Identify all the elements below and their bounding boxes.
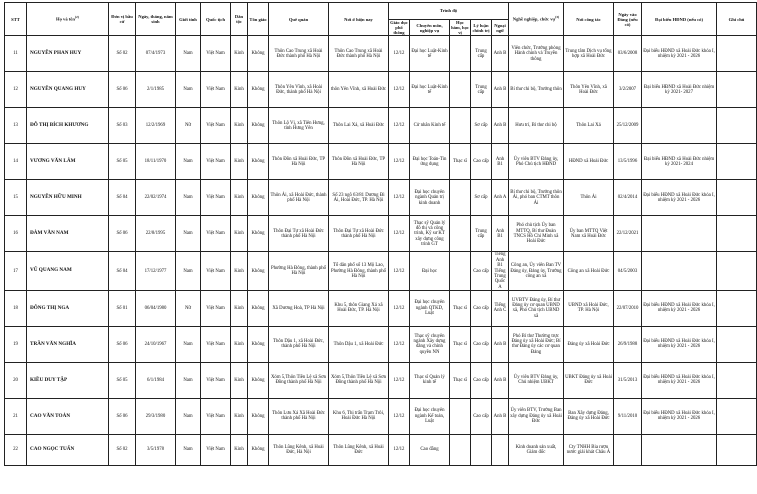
- row-stt: 18: [5, 290, 27, 326]
- header-note: Ghi chú: [717, 3, 757, 36]
- birth-date: 12/2/1969: [136, 108, 176, 144]
- candidate-name: CAO NGỌC TUẤN: [27, 434, 109, 465]
- political-theory: Cao cấp: [471, 398, 492, 434]
- professional-qualification: Đại học chuyên ngành Kế toán, Luật: [410, 398, 450, 434]
- political-theory: Trung cấp: [471, 36, 492, 72]
- header-dob: Ngày, tháng, năm sinh: [136, 3, 176, 36]
- council-membership: Đại biểu HĐND xã Hoài Đức nhiệm kỳ 2021- 2024: [642, 144, 717, 180]
- header-occupation: [509, 3, 564, 36]
- political-theory: [471, 434, 492, 465]
- party-join-date: 9/11/2010: [614, 398, 642, 434]
- birth-date: 07/4/1973: [136, 36, 176, 72]
- occupation-position: Ủy viên BTV Đảng ủy, Chủ nhiệm UBKT: [509, 362, 564, 398]
- birth-date: 22/8/1995: [136, 216, 176, 252]
- header-council: Đại biểu HĐND (nếu có): [642, 3, 717, 36]
- council-membership: Đại biểu HĐND xã Hoài Đức khóa I, nhiệm kỳ 2021 - 2026: [642, 36, 717, 72]
- header-hometown: Quê quán: [269, 3, 329, 36]
- row-stt: 11: [5, 36, 27, 72]
- table-row: [5, 216, 757, 252]
- gender: Nữ: [176, 108, 201, 144]
- hometown: Xã Dương Hoà, TP Hà Nội: [269, 290, 329, 326]
- nationality: Việt Nam: [201, 72, 231, 108]
- workplace: HĐND xã Hoài Đức: [564, 144, 614, 180]
- gender: Nam: [176, 252, 201, 291]
- residence: Xóm 5,Thôn Tiền Lệ xã Sơn Đồng thành phố Hà Nội: [329, 362, 389, 398]
- residence: Thôn Đại Tự xã Hoài Đức thành phố Hà Nội: [329, 216, 389, 252]
- header-name-sup: (2): [74, 15, 79, 20]
- professional-qualification: Đại học Luật-Kinh tế: [410, 72, 450, 108]
- gender: Nam: [176, 362, 201, 398]
- hometown: Thôn Lưu Xá Xã Hoài Đức thành phố Hà Nội: [269, 398, 329, 434]
- workplace: Thôn Yên Vĩnh, xã Hoài Đức: [564, 72, 614, 108]
- candidate-name: VŨ QUANG NAM: [27, 252, 109, 291]
- general-education: 12/12: [389, 216, 410, 252]
- header-professional: Chuyên môn, nghiệp vụ: [410, 20, 450, 36]
- religion: Không: [248, 216, 269, 252]
- birth-date: 17/12/1977: [136, 252, 176, 291]
- row-stt: 19: [5, 326, 27, 362]
- religion: Không: [248, 326, 269, 362]
- row-stt: 13: [5, 108, 27, 144]
- workplace: Đảng ủy xã Hoài Đức: [564, 326, 614, 362]
- header-political: Lý luận chính trị: [471, 20, 492, 36]
- header-religion: Tôn giáo: [248, 3, 269, 36]
- residence: thôn Yên Vĩnh, xã Hoài Đức: [329, 72, 389, 108]
- general-education: 12/12: [389, 398, 410, 434]
- nationality: Việt Nam: [201, 362, 231, 398]
- header-general-edu: Giáo dục phổ thông: [390, 20, 408, 36]
- occupation-position: Phó chủ tịch Ủy ban MTTQ, Bí thư Đoàn TNCS Hồ Chí Minh xã Hoài Đức: [509, 216, 564, 252]
- table-row: [5, 398, 757, 434]
- table-row: [5, 108, 757, 144]
- nationality: Việt Nam: [201, 252, 231, 291]
- hometown: Thôn Lũng Kênh, xã Hoài Đức, Hà Nội: [269, 434, 329, 465]
- header-unit: Đơn vị bầu cử: [109, 3, 136, 36]
- foreign-language: Tiếng Anh C: [492, 290, 509, 326]
- ethnicity: Kinh: [231, 72, 248, 108]
- foreign-language: Anh B: [492, 398, 509, 434]
- candidate-name: ĐỖ THỊ BÍCH KHƯƠNG: [27, 108, 109, 144]
- residence: Thôn Đồn xã Hoài Đức, TP Hà Nội: [329, 144, 389, 180]
- occupation-position: Ủy viên BTV, Trưởng Ban xây dựng Đảng ủy xã Hoài Đức: [509, 398, 564, 434]
- academic-degree: [450, 72, 471, 108]
- note: [717, 216, 757, 252]
- residence: Tổ dân phố số 13 Mộ Lao, Phường Hà Đông, thành phố Hà Nội: [329, 252, 389, 291]
- header-language: Ngoại ngữ: [492, 20, 509, 36]
- birth-date: 6/1/1984: [136, 362, 176, 398]
- ethnicity: Kinh: [231, 326, 248, 362]
- political-theory: Cao cấp: [471, 362, 492, 398]
- candidate-table: [4, 2, 757, 466]
- election-unit: Số 02: [109, 434, 136, 465]
- table-row: [5, 144, 757, 180]
- gender: Nam: [176, 326, 201, 362]
- professional-qualification: Cử nhân Kinh tế: [410, 108, 450, 144]
- general-education: 12/12: [389, 108, 410, 144]
- religion: Không: [248, 290, 269, 326]
- header-occupation-text: Nghề nghiệp, chức vụ: [512, 16, 556, 22]
- row-stt: 21: [5, 398, 27, 434]
- academic-degree: [450, 398, 471, 434]
- occupation-position: Kinh doanh sản xuất, Giám đốc: [509, 434, 564, 465]
- party-join-date: 26/9/1988: [614, 326, 642, 362]
- hometown: Thôn Đồn xã Hoài Đức, TP Hà Nội: [269, 144, 329, 180]
- header-party-date: Ngày vào Đảng (nếu có): [614, 3, 642, 36]
- ethnicity: Kinh: [231, 108, 248, 144]
- residence: Thôn Lai Xá, xã Hoài Đức: [329, 108, 389, 144]
- table-header: [5, 3, 757, 36]
- occupation-position: Ủy viên BTV Đảng ủy, Phó Chủ tịch HĐND: [509, 144, 564, 180]
- council-membership: [642, 108, 717, 144]
- academic-degree: Thạc sĩ: [450, 290, 471, 326]
- religion: Không: [248, 180, 269, 216]
- nationality: Việt Nam: [201, 180, 231, 216]
- header-residence: Nơi ở hiện nay: [329, 3, 389, 36]
- religion: Không: [248, 36, 269, 72]
- council-membership: Đại biểu HĐND xã Hoài Đức khóa I, nhiệm kỳ 2021 - 2026: [642, 180, 717, 216]
- foreign-language: Anh B1: [492, 216, 509, 252]
- general-education: 12/12: [389, 72, 410, 108]
- candidate-name: NGUYỄN PHAN HUY: [27, 36, 109, 72]
- nationality: Việt Nam: [201, 216, 231, 252]
- political-theory: Cao cấp: [471, 144, 492, 180]
- election-unit: Số 04: [109, 180, 136, 216]
- academic-degree: [450, 252, 471, 291]
- header-ethnicity: Dân tộc: [231, 3, 248, 36]
- religion: Không: [248, 398, 269, 434]
- row-stt: 16: [5, 216, 27, 252]
- nationality: Việt Nam: [201, 36, 231, 72]
- election-unit: Số 03: [109, 108, 136, 144]
- ethnicity: Kinh: [231, 216, 248, 252]
- party-join-date: 13/5/1996: [614, 144, 642, 180]
- religion: Không: [248, 252, 269, 291]
- election-unit: Số 01: [109, 290, 136, 326]
- header-education: Trình độ: [389, 3, 509, 20]
- election-unit: Số 04: [109, 252, 136, 291]
- ethnicity: Kinh: [231, 362, 248, 398]
- council-membership: Đại biểu HĐND xã Hoài Đức nhiệm kỳ 2021- 2027: [642, 72, 717, 108]
- general-education: 12/12: [389, 290, 410, 326]
- table-row: [5, 326, 757, 362]
- general-education: 12/12: [389, 326, 410, 362]
- foreign-language: Anh B1: [492, 144, 509, 180]
- political-theory: Cao cấp: [471, 326, 492, 362]
- nationality: Việt Nam: [201, 144, 231, 180]
- workplace: UBND xã Hoài Đức, TP. Hà Nội: [564, 290, 614, 326]
- religion: Không: [248, 144, 269, 180]
- gender: Nam: [176, 434, 201, 465]
- election-unit: Số 05: [109, 144, 136, 180]
- header-nationality: Quốc tịch: [201, 3, 231, 36]
- political-theory: Cao cấp: [471, 252, 492, 291]
- table-row: [5, 434, 757, 465]
- hometown: Thôn Ải, xã Hoài Đức, thành phố Hà Nội: [269, 180, 329, 216]
- gender: Nam: [176, 216, 201, 252]
- general-education: 12/12: [389, 36, 410, 72]
- row-stt: 22: [5, 434, 27, 465]
- foreign-language: [492, 434, 509, 465]
- note: [717, 434, 757, 465]
- nationality: Việt Nam: [201, 398, 231, 434]
- ethnicity: Kinh: [231, 180, 248, 216]
- hometown: Thôn Yên Vĩnh, xã Hoài Đức, thành phố Hà Nội: [269, 72, 329, 108]
- row-stt: 12: [5, 72, 27, 108]
- nationality: Việt Nam: [201, 434, 231, 465]
- general-education: 12/12: [389, 362, 410, 398]
- religion: Không: [248, 108, 269, 144]
- foreign-language: Anh A: [492, 180, 509, 216]
- party-join-date: 03/6/2008: [614, 36, 642, 72]
- party-join-date: 31/5/2013: [614, 362, 642, 398]
- academic-degree: [450, 216, 471, 252]
- note: [717, 398, 757, 434]
- occupation-position: Bí thư chi bộ, Trưởng thôn: [509, 72, 564, 108]
- occupation-position: Phó Bí thư Thường trực Đảng ủy xã Hoài Đức; Bí thư Đảng ủy các cơ quan Đảng: [509, 326, 564, 362]
- election-unit: Số 06: [109, 398, 136, 434]
- party-join-date: 22/12/2021: [614, 216, 642, 252]
- note: [717, 180, 757, 216]
- academic-degree: [450, 180, 471, 216]
- workplace: Công an xã Hoài Đức: [564, 252, 614, 291]
- table-body: [5, 36, 757, 466]
- party-join-date: 02/4/2014: [614, 180, 642, 216]
- general-education: 12/12: [389, 434, 410, 465]
- academic-degree: Thạc sĩ: [450, 326, 471, 362]
- row-stt: 14: [5, 144, 27, 180]
- residence: Khu 5, thôn Giang Xá xã Hoài Đức, TP. Hà Nội: [329, 290, 389, 326]
- occupation-position: Viên chức, Trưởng phòng Hành chính và Truyền thông: [509, 36, 564, 72]
- residence: Thôn Lũng Kênh, xã Hoài Đức: [329, 434, 389, 465]
- professional-qualification: Thạc sỹ chuyên ngành Xây dựng đảng và chính quyền NN: [410, 326, 450, 362]
- ethnicity: Kinh: [231, 290, 248, 326]
- birth-date: 18/11/1970: [136, 144, 176, 180]
- row-stt: 17: [5, 252, 27, 291]
- residence: Số 23 ngõ 63/81 Dương Đì Ải, Hoài Đức, TP. Hà Nội: [329, 180, 389, 216]
- party-join-date: 22/07/2010: [614, 290, 642, 326]
- row-stt: 15: [5, 180, 27, 216]
- table-row: [5, 290, 757, 326]
- occupation-position: Công an, Ủy viên Ban TV Đảng ủy, Đảng ủy, Trưởng công an xã: [509, 252, 564, 291]
- religion: Không: [248, 72, 269, 108]
- foreign-language: Anh B: [492, 36, 509, 72]
- political-theory: Sơ cấp: [471, 180, 492, 216]
- council-membership: Đại biểu HĐND xã Hoài Đức khóa I, nhiệm kỳ 2021 - 2026: [642, 290, 717, 326]
- workplace: Trung tâm Dịch vụ tổng hợp xã Hoài Đức: [564, 36, 614, 72]
- council-membership: [642, 252, 717, 291]
- birth-date: 3/5/1978: [136, 434, 176, 465]
- header-name-text: Họ và tên: [56, 16, 75, 22]
- table-row: [5, 36, 757, 72]
- election-unit: Số 06: [109, 326, 136, 362]
- row-stt: 20: [5, 362, 27, 398]
- gender: Nam: [176, 144, 201, 180]
- ethnicity: Kinh: [231, 144, 248, 180]
- ethnicity: Kinh: [231, 434, 248, 465]
- political-theory: Cao cấp: [471, 290, 492, 326]
- hometown: Phường Hà Đông, thành phố Hà Nội: [269, 252, 329, 291]
- professional-qualification: Thạc sỹ Quản lý đô thị và công trình, Kỹ sư KT xây dựng công trình GT: [410, 216, 450, 252]
- party-join-date: 25/12/2009: [614, 108, 642, 144]
- academic-degree: [450, 36, 471, 72]
- council-membership: Đại biểu HĐND xã Hoài Đức khóa I, nhiệm kỳ 2021 - 2026: [642, 398, 717, 434]
- workplace: Cty TNHH Bia rượu nước giải khát Châu Á: [564, 434, 614, 465]
- political-theory: Trung cấp: [471, 216, 492, 252]
- hometown: Thôn Đại Tự xã Hoài Đức thành phố Hà Nội: [269, 216, 329, 252]
- header-workplace: Nơi công tác: [564, 3, 614, 36]
- gender: Nam: [176, 72, 201, 108]
- party-join-date: 04/5/2003: [614, 252, 642, 291]
- ethnicity: Kinh: [231, 252, 248, 291]
- nationality: Việt Nam: [201, 108, 231, 144]
- candidate-name: CAO VĂN TOẢN: [27, 398, 109, 434]
- birth-date: 29/3/1980: [136, 398, 176, 434]
- council-membership: Đại biểu HĐND xã Hoài Đức khóa I, nhiệm kỳ 2021 - 2026: [642, 362, 717, 398]
- gender: Nam: [176, 36, 201, 72]
- table-row: [5, 72, 757, 108]
- workplace: Ủy ban MTTQ Việt Nam xã Hoài Đức: [564, 216, 614, 252]
- table-row: [5, 362, 757, 398]
- academic-degree: [450, 108, 471, 144]
- birth-date: 22/02/1974: [136, 180, 176, 216]
- foreign-language: Anh B: [492, 326, 509, 362]
- ethnicity: Kinh: [231, 36, 248, 72]
- professional-qualification: Đại học: [410, 252, 450, 291]
- general-education: 12/12: [389, 144, 410, 180]
- birth-date: 2/1/1985: [136, 72, 176, 108]
- header-name: [27, 3, 109, 36]
- occupation-position: UVBTV Đảng ủy, Bí thư Đảng ủy cơ quan UBND xã, Phó Chủ tịch UBND xã: [509, 290, 564, 326]
- residence: Thôn Dậu 1, xã Hoài Đức: [329, 326, 389, 362]
- professional-qualification: Cao đẳng: [410, 434, 450, 465]
- election-unit: Số 06: [109, 216, 136, 252]
- nationality: Việt Nam: [201, 290, 231, 326]
- hometown: Thôn Dậu 1, xã Hoài Đức, thành phố Hà Nội: [269, 326, 329, 362]
- table-row: [5, 180, 757, 216]
- gender: Nam: [176, 398, 201, 434]
- professional-qualification: Đại học chuyên ngành Quản trị kinh doanh: [410, 180, 450, 216]
- academic-degree: [450, 434, 471, 465]
- workplace: Ban Xây dựng Đảng, Đảng ủy xã Hoài Đức: [564, 398, 614, 434]
- candidate-name: KIỀU DUY TẬP: [27, 362, 109, 398]
- candidate-name: TRẦN VĂN NGHĨA: [27, 326, 109, 362]
- party-join-date: [614, 434, 642, 465]
- candidate-name: NGUYỄN HỮU MINH: [27, 180, 109, 216]
- header-stt: STT: [5, 3, 27, 36]
- foreign-language: Anh B: [492, 72, 509, 108]
- academic-degree: Thạc sĩ: [450, 362, 471, 398]
- birth-date: 06/04/1980: [136, 290, 176, 326]
- political-theory: Trung cấp: [471, 72, 492, 108]
- council-membership: Đại biểu HĐND xã Hoài Đức khóa I, nhiệm kỳ 2021 - 2026: [642, 326, 717, 362]
- election-unit: Số 05: [109, 362, 136, 398]
- note: [717, 326, 757, 362]
- hometown: Thôn Cao Trung xã Hoài Đức thành phố Hà Nội: [269, 36, 329, 72]
- professional-qualification: Đại học Luật-Kinh tế: [410, 36, 450, 72]
- religion: Không: [248, 362, 269, 398]
- ethnicity: Kinh: [231, 398, 248, 434]
- gender: Nam: [176, 180, 201, 216]
- hometown: Thôn Lộ Vị, xã Tiên Hưng, tỉnh Hưng Yên: [269, 108, 329, 144]
- note: [717, 144, 757, 180]
- candidate-name: VƯƠNG VĂN LÂM: [27, 144, 109, 180]
- candidate-name: ĐÔNG THỊ NGA: [27, 290, 109, 326]
- political-theory: Sơ cấp: [471, 108, 492, 144]
- council-membership: [642, 216, 717, 252]
- general-education: 12/12: [389, 180, 410, 216]
- header-occupation-sup: (3): [555, 15, 560, 20]
- foreign-language: Anh B: [492, 362, 509, 398]
- header-gender: Giới tính: [176, 3, 201, 36]
- workplace: Thôn Ải: [564, 180, 614, 216]
- workplace: Thôn Lai Xá: [564, 108, 614, 144]
- council-membership: [642, 434, 717, 465]
- candidate-name: ĐÀM VĂN NAM: [27, 216, 109, 252]
- occupation-position: Bí thư chi bộ, Trưởng thôn Ải, phó ban CTMT thôn Ải: [509, 180, 564, 216]
- birth-date: 24/10/1967: [136, 326, 176, 362]
- note: [717, 72, 757, 108]
- election-unit: Số 06: [109, 72, 136, 108]
- header-degree: Học hàm, học vị: [451, 20, 469, 36]
- workplace: UBKT Đảng ủy xã Hoài Đức: [564, 362, 614, 398]
- professional-qualification: Thạc sĩ Quản lý kinh tế: [410, 362, 450, 398]
- gender: Nữ: [176, 290, 201, 326]
- table-row: [5, 252, 757, 291]
- academic-degree: Thạc sĩ: [450, 144, 471, 180]
- professional-qualification: Đại học chuyên ngành QTKD, Luật: [410, 290, 450, 326]
- note: [717, 290, 757, 326]
- hometown: Xóm 5,Thôn Tiền Lệ xã Sơn Đồng thành phố Hà Nội: [269, 362, 329, 398]
- professional-qualification: Đại học Toán-Tin ứng dụng: [410, 144, 450, 180]
- note: [717, 252, 757, 291]
- note: [717, 362, 757, 398]
- foreign-language: Anh B: [492, 108, 509, 144]
- election-unit: Số 02: [109, 36, 136, 72]
- note: [717, 108, 757, 144]
- general-education: 12/12: [389, 252, 410, 291]
- party-join-date: 3/2/2007: [614, 72, 642, 108]
- residence: Khu 6, Thị trấn Trạm Trôi, Hoài Đức Hà Nội: [329, 398, 389, 434]
- foreign-language: Tiếng Anh B1 Tiếng Trung Quốc A: [492, 252, 509, 291]
- religion: Không: [248, 434, 269, 465]
- note: [717, 36, 757, 72]
- candidate-name: NGUYỄN QUANG HUY: [27, 72, 109, 108]
- nationality: Việt Nam: [201, 326, 231, 362]
- residence: Thôn Cao Trung xã Hoài Đức thành phố Hà Nội: [329, 36, 389, 72]
- occupation-position: Hưu trí, Bí thư chi bộ: [509, 108, 564, 144]
